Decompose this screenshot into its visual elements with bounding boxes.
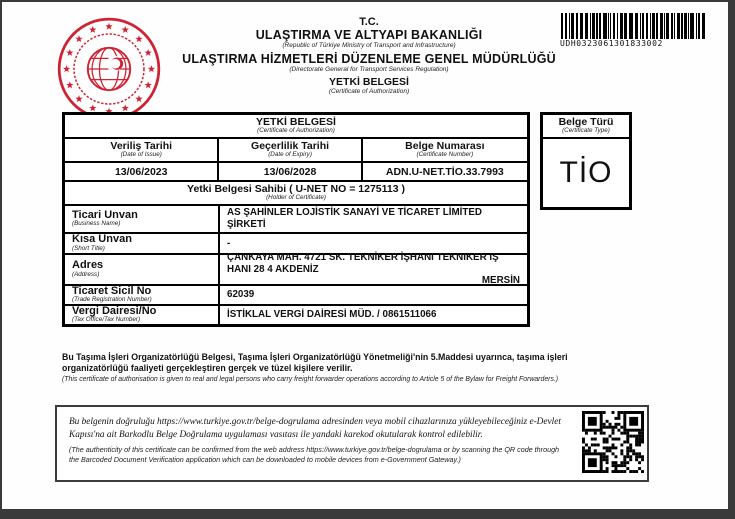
holder-title-en: (Holder of Certificate) <box>266 194 326 202</box>
row-tax-office <box>65 304 527 324</box>
header-ministry: ULAŞTIRMA VE ALTYAPI BAKANLIĞI <box>255 28 483 42</box>
col-issue-date-header <box>65 139 217 161</box>
certificate-type-value: TİO <box>559 155 613 189</box>
table-title-row <box>65 115 527 137</box>
document-barcode <box>560 13 710 48</box>
expiry-date-value: 13/06/2028 <box>217 163 360 180</box>
tax-office-value: İSTİKLAL VERGİ DAİRESİ MÜD. / 0861511066 <box>227 309 437 321</box>
row-label: Vergi Dairesi/No <box>72 304 157 317</box>
address-cell <box>220 251 527 287</box>
barcode-icon <box>560 13 708 39</box>
row-label-cell <box>65 286 220 304</box>
col-label-en: (Certificate Number) <box>416 151 474 159</box>
qr-code-icon <box>581 411 645 473</box>
emblem-icon <box>56 16 162 122</box>
table-title: YETKİ BELGESİ <box>256 116 336 129</box>
certificate-table <box>62 112 530 327</box>
type-box-label: Belge Türü <box>558 116 614 128</box>
viewer-edge-right <box>728 0 735 519</box>
issue-date-value: 13/06/2023 <box>114 165 168 178</box>
row-short-title <box>65 232 527 253</box>
header-directorate-en: (Directorate General for Transport Services Regulation) <box>289 66 449 73</box>
document-header <box>170 16 568 98</box>
cert-number-value: ADN.U-NET.TİO.33.7993 <box>361 163 527 180</box>
row-label-cell <box>65 234 220 253</box>
holder-title: Yetki Belgesi Sahibi ( U-NET NO = 1275113 ) <box>187 183 405 196</box>
verification-english: (The authenticity of this certificate can be confirmed from the web address https://www.turkiye.gov.tr/belge-dogrulama or by scanning the QR code through the Barcoded Document Verification application which can be downloaded to mobile devices from e-Government Gateway.) <box>69 444 560 464</box>
row-label-cell <box>65 255 220 284</box>
row-label: Adres <box>72 259 104 272</box>
header-certificate-title: YETKİ BELGESİ <box>329 76 409 88</box>
viewer-edge-left <box>0 0 2 519</box>
verification-box <box>55 405 649 482</box>
address-city: MERSİN <box>481 275 520 287</box>
verification-text <box>69 416 571 464</box>
footnote-turkish: Bu Taşıma İşleri Organizatörlüğü Belgesi, Taşıma İşleri Organizatörlüğü Yönetmeliği'nin 5.Maddesi uyarınca, taşıma işleri organizatörlüğü faaliyeti gerçekleştiren gerçek ve tüzel kişilere verilir. <box>62 352 568 374</box>
header-tc: T.C. <box>359 16 379 28</box>
header-certificate-title-en: (Certificate of Authorization) <box>328 88 410 95</box>
trade-registration-value: 62039 <box>227 289 255 301</box>
row-trade-registration <box>65 284 527 304</box>
row-address <box>65 251 527 287</box>
row-label-cell <box>65 206 220 232</box>
col-label: Geçerlilik Tarihi <box>251 140 330 153</box>
certificate-type-box <box>540 112 632 210</box>
row-label-cell <box>65 306 220 324</box>
col-label: Veriliş Tarihi <box>110 140 173 153</box>
row-label-en: (Business Name) <box>72 220 121 228</box>
header-directorate: ULAŞTIRMA HİZMETLERİ DÜZENLEME GENEL MÜDÜRLÜĞÜ <box>182 52 556 66</box>
viewer-edge-top <box>0 0 735 2</box>
barcode-text: UDH0323061301833002 <box>560 39 663 48</box>
row-label-en: (Tax Office/Tax Number) <box>72 316 141 324</box>
type-box-label-en: (Certificate Type) <box>562 127 610 135</box>
row-label-en: (Address) <box>72 270 100 278</box>
row-label: Ticari Unvan <box>72 208 138 221</box>
table-title-en: (Certificate of Authorization) <box>257 127 335 135</box>
ministry-emblem-logo <box>56 16 162 122</box>
business-name-value: AS ŞAHİNLER LOJİSTİK SANAYİ VE TİCARET LİMİTED ŞİRKETİ <box>227 207 482 230</box>
address-value: ÇANKAYA MAH. 4721 SK. TEKNİKER İŞHANI TEKNIKER IŞ HANI 28 4 AKDENİZ <box>227 251 499 275</box>
table-column-headers <box>65 137 527 161</box>
row-business-name <box>65 204 527 232</box>
footnote-english: (This certificate of authorisation is given to real and legal persons who carry freight forwarder operations according to Article 5 of the Bylaw for Freight Forwarders.) <box>62 375 559 383</box>
row-label: Ticaret Sicil No <box>72 284 152 297</box>
verification-turkish: Bu belgenin doğruluğu https://www.turkiye.gov.tr/belge-dogrulama adresinden veya mobil cihazlarınıza yükleyebileceğiniz e-Devlet Kapısı'na ait Barkodlu Belge Doğrulama uygulaması vasıtası ile yandaki karekod okutularak kontrol edilebilir. <box>69 417 561 441</box>
row-label-en: (Short Title) <box>72 244 105 252</box>
header-ministry-en: (Republic of Türkiye Ministry of Transport and Infrastructure) <box>282 42 456 49</box>
row-label: Kısa Unvan <box>72 233 132 246</box>
col-label: Belge Numarası <box>405 140 485 153</box>
regulation-footnote <box>62 352 576 383</box>
col-cert-number-header <box>361 139 527 161</box>
table-column-values <box>65 161 527 180</box>
col-expiry-date-header <box>217 139 360 161</box>
col-label-en: (Date of Issue) <box>120 151 162 159</box>
viewer-edge-bottom <box>0 509 735 519</box>
row-label-en: (Trade Registration Number) <box>72 296 152 304</box>
type-box-header <box>543 115 629 139</box>
col-label-en: (Date of Expiry) <box>268 151 312 159</box>
holder-title-row <box>65 180 527 204</box>
short-title-value: - <box>227 237 231 249</box>
